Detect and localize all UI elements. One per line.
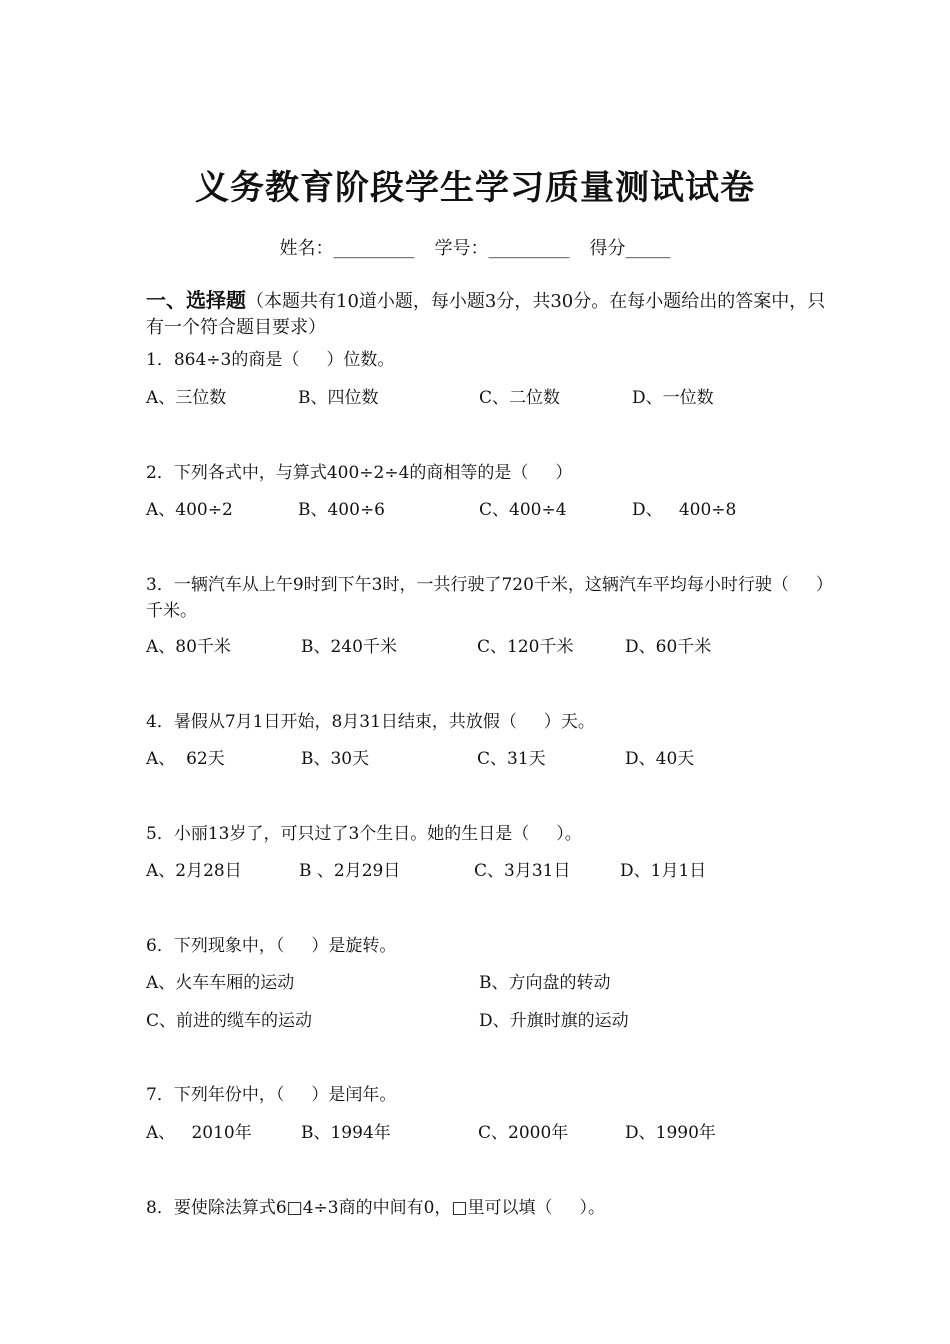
question-6-text: 6．下列现象中，（ ）是旋转。 xyxy=(146,936,397,956)
question-6-option-a: A、火车车厢的运动 xyxy=(146,973,295,993)
student-id-field: 学号：_________ xyxy=(434,238,570,259)
question-5-text: 5．小丽13岁了，可只过了3个生日。她的生日是（ ）。 xyxy=(146,824,582,844)
question-2-option-d: D、 400÷8 xyxy=(632,500,737,520)
question-5-option-c: C、3月31日 xyxy=(474,861,571,881)
question-7-option-c: C、2000年 xyxy=(478,1123,569,1143)
question-7-option-d: D、1990年 xyxy=(625,1123,716,1143)
question-7-option-a: A、 2010年 xyxy=(146,1123,252,1143)
section-title: 一、选择题 xyxy=(146,288,246,312)
question-8-text: 8．要使除法算式6□4÷3商的中间有0，□里可以填（ ）。 xyxy=(146,1198,605,1218)
section-header xyxy=(146,287,836,341)
question-3-option-a: A、80千米 xyxy=(146,637,231,657)
question-2-option-c: C、400÷4 xyxy=(479,500,567,520)
question-1-text: 1．864÷3的商是（ ）位数。 xyxy=(146,350,395,370)
question-3-option-d: D、60千米 xyxy=(625,637,712,657)
student-info-line xyxy=(0,236,950,262)
question-2-option-b: B、400÷6 xyxy=(298,500,386,520)
question-5-option-a: A、2月28日 xyxy=(146,861,242,881)
question-2-text: 2．下列各式中，与算式400÷2÷4的商相等的是（ ） xyxy=(146,463,573,483)
question-5-option-d: D、1月1日 xyxy=(620,861,707,881)
question-4-option-b: B、30天 xyxy=(301,749,370,769)
question-4-text: 4．暑假从7月1日开始，8月31日结束，共放假（ ）天。 xyxy=(146,712,595,732)
question-7-text: 7．下列年份中，（ ）是闰年。 xyxy=(146,1085,397,1105)
question-4-option-d: D、40天 xyxy=(625,749,695,769)
question-6-option-d: D、升旗时旗的运动 xyxy=(479,1011,629,1031)
question-1-option-c: C、二位数 xyxy=(479,388,561,408)
question-4-option-c: C、31天 xyxy=(477,749,546,769)
question-1-option-d: D、一位数 xyxy=(632,388,714,408)
question-1-option-a: A、三位数 xyxy=(146,388,227,408)
question-3-text: 3．一辆汽车从上午9时到下午3时，一共行驶了720千米，这辆汽车平均每小时行驶（ ）千米。 xyxy=(146,575,833,621)
question-6-option-b: B、方向盘的转动 xyxy=(479,973,611,993)
score-field: 得分_____ xyxy=(589,238,671,259)
name-field: 姓名：_________ xyxy=(279,238,415,259)
question-2-option-a: A、400÷2 xyxy=(146,500,233,520)
question-6-option-c: C、前进的缆车的运动 xyxy=(146,1011,313,1031)
section-note: （本题共有10道小题，每小题3分，共30分。在每小题给出的答案中，只有一个符合题目要求） xyxy=(146,291,826,338)
question-5-option-b: B 、2月29日 xyxy=(299,861,401,881)
question-3-option-c: C、120千米 xyxy=(477,637,574,657)
question-1-option-b: B、四位数 xyxy=(298,388,379,408)
question-7-option-b: B、1994年 xyxy=(301,1123,391,1143)
page-title: 义务教育阶段学生学习质量测试试卷 xyxy=(195,168,755,208)
question-4-option-a: A、 62天 xyxy=(146,749,225,769)
question-3-option-b: B、240千米 xyxy=(301,637,397,657)
